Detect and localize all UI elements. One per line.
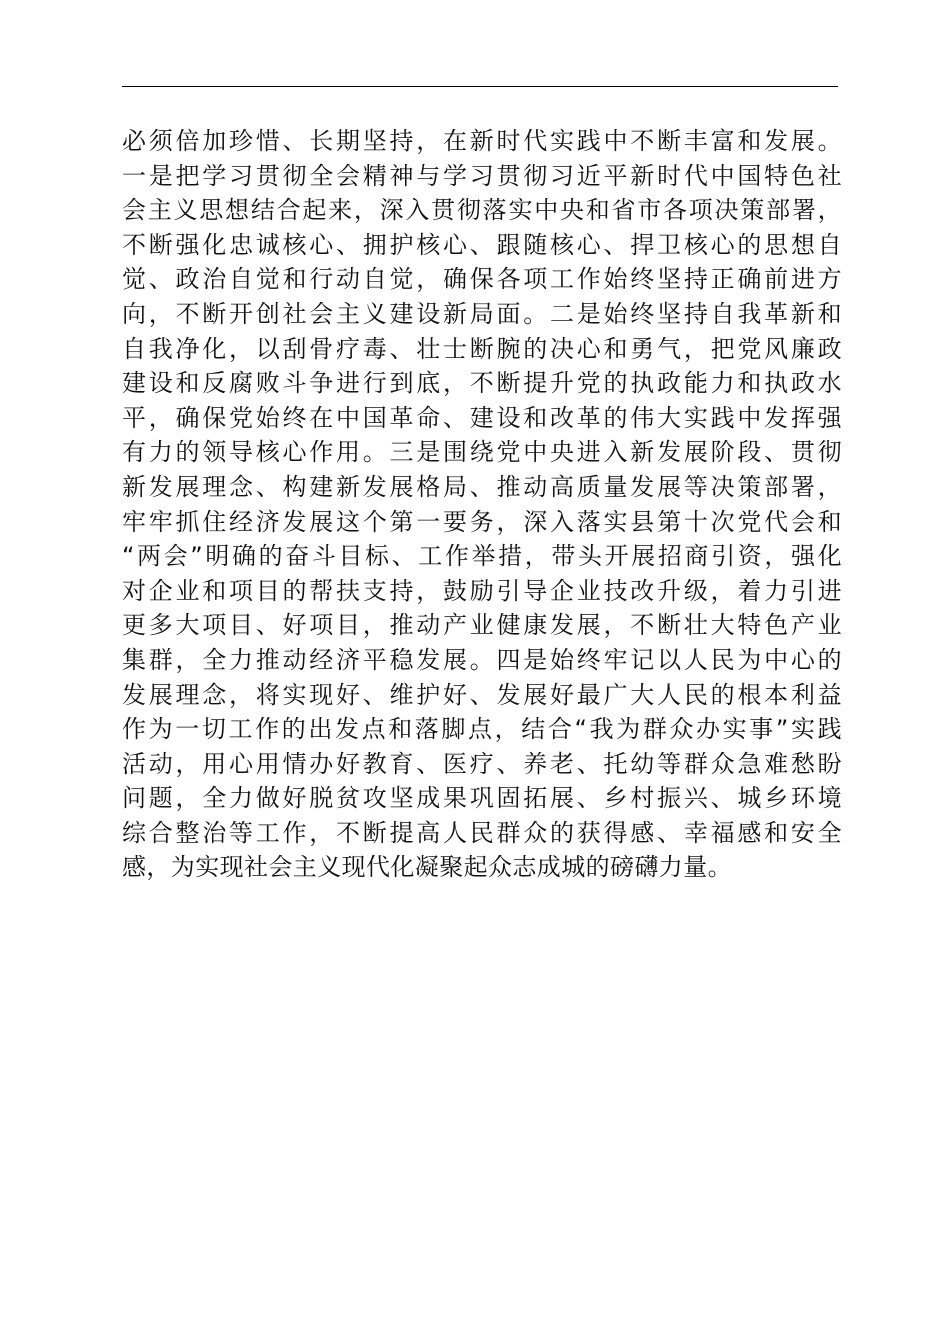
text-line: 发展理念，将实现好、维护好、发展好最广大人民的根本利益 (122, 680, 842, 709)
text-line: 牢牢抓住经济发展这个第一要务，深入落实县第十次党代会和 (122, 507, 842, 536)
text-line: 更多大项目、好项目，推动产业健康发展，不断壮大特色产业 (122, 611, 842, 640)
text-line: 觉、政治自觉和行动自觉，确保各项工作始终坚持正确前进方 (122, 265, 842, 294)
text-line: 问题，全力做好脱贫攻坚成果巩固拓展、乡村振兴、城乡环境 (122, 784, 842, 813)
text-line: “两会”明确的奋斗目标、工作举措，带头开展招商引资，强化 (122, 542, 842, 571)
text-line: 作为一切工作的出发点和落脚点，结合“我为群众办实事”实践 (122, 715, 842, 744)
text-line: 感，为实现社会主义现代化凝聚起众志成城的磅礴力量。 (122, 853, 732, 882)
text-line: 不断强化忠诚核心、拥护核心、跟随核心、捍卫核心的思想自 (122, 230, 842, 259)
header-rule (122, 86, 838, 87)
text-line: 会主义思想结合起来，深入贯彻落实中央和省市各项决策部署， (122, 196, 842, 225)
text-line: 自我净化，以刮骨疗毒、壮士断腕的决心和勇气，把党风廉政 (122, 334, 842, 363)
text-line: 一是把学习贯彻全会精神与学习贯彻习近平新时代中国特色社 (122, 161, 842, 190)
text-line: 平，确保党始终在中国革命、建设和改革的伟大实践中发挥强 (122, 403, 842, 432)
text-line: 新发展理念、构建新发展格局、推动高质量发展等决策部署， (122, 472, 842, 501)
text-line: 必须倍加珍惜、长期坚持，在新时代实践中不断丰富和发展。 (122, 127, 842, 155)
text-line: 对企业和项目的帮扶支持，鼓励引导企业技改升级，着力引进 (122, 576, 842, 605)
text-line: 建设和反腐败斗争进行到底，不断提升党的执政能力和执政水 (122, 369, 842, 398)
text-line: 有力的领导核心作用。三是围绕党中央进入新发展阶段、贯彻 (122, 438, 842, 467)
text-line: 综合整治等工作，不断提高人民群众的获得感、幸福感和安全 (122, 818, 842, 847)
text-line: 活动，用心用情办好教育、医疗、养老、托幼等群众急难愁盼 (122, 749, 842, 778)
text-line: 向，不断开创社会主义建设新局面。二是始终坚持自我革新和 (122, 299, 842, 328)
body-paragraph (122, 124, 842, 885)
text-line: 集群，全力推动经济平稳发展。四是始终牢记以人民为中心的 (122, 645, 842, 674)
